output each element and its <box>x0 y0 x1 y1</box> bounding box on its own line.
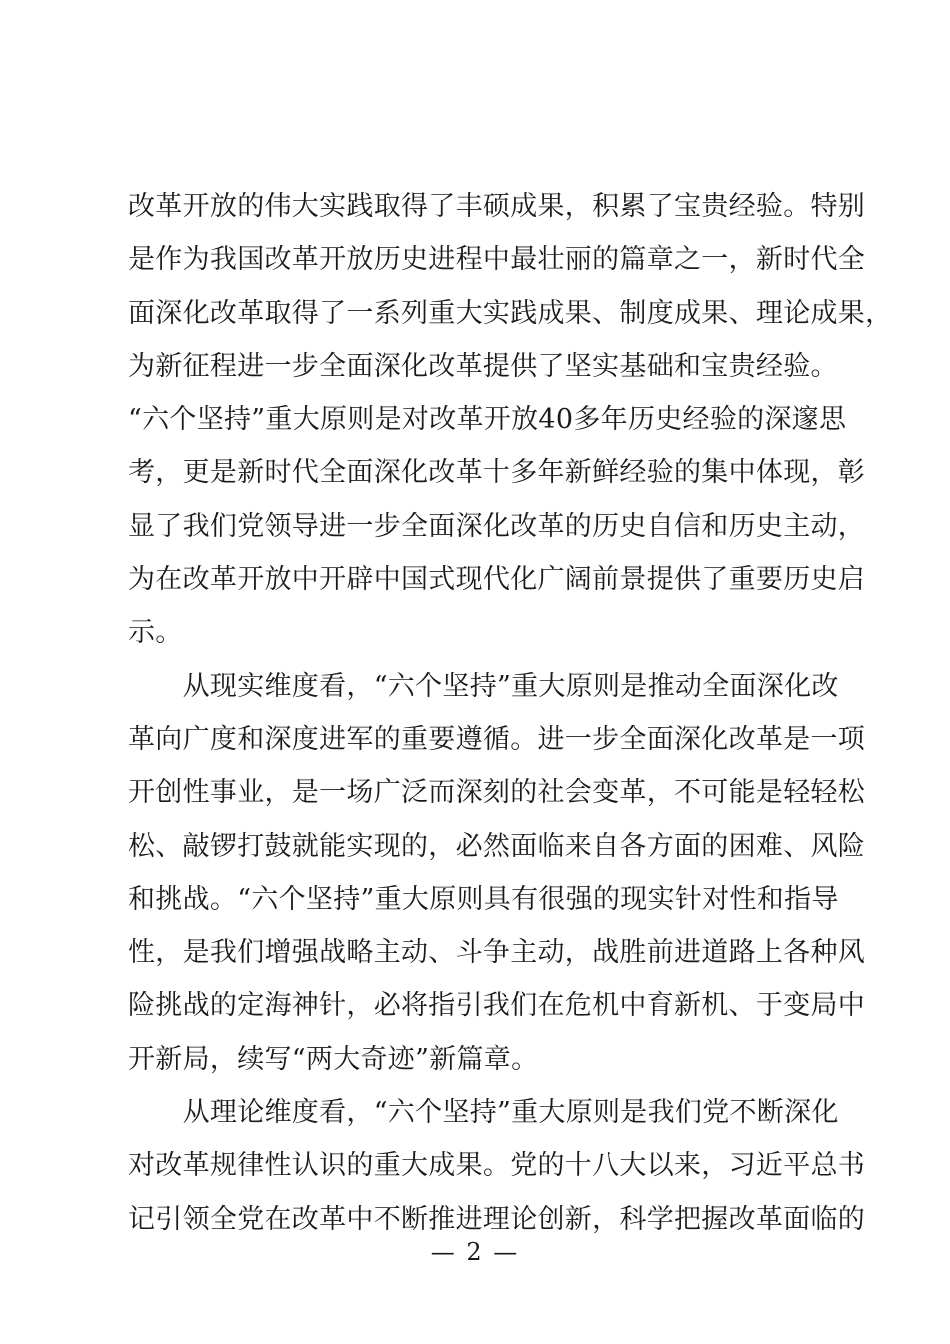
text-line: 显了我们党领导进一步全面深化改革的历史自信和历史主动， <box>128 510 866 542</box>
text-line: 开新局，续写“两大奇迹”新篇章。 <box>128 1043 539 1075</box>
text-line: 从理论维度看，“六个坚持”重大原则是我们党不断深化 <box>128 1097 839 1129</box>
body-text <box>128 180 893 1246</box>
text-line: 险挑战的定海神针，必将指引我们在危机中育新机、于变局中 <box>128 990 866 1022</box>
text-line: 面深化改革取得了一系列重大实践成果、制度成果、理论成果， <box>128 297 893 329</box>
page-number: — 2 — <box>430 1238 520 1266</box>
text-line: 改革开放的伟大实践取得了丰硕成果，积累了宝贵经验。特别 <box>128 191 866 222</box>
text-line: 为在改革开放中开辟中国式现代化广阔前景提供了重要历史启 <box>128 564 866 596</box>
text-line: “六个坚持”重大原则是对改革开放40多年历史经验的深邃思 <box>128 404 847 436</box>
text-line: 示。 <box>128 617 183 649</box>
text-line: 考，更是新时代全面深化改革十多年新鲜经验的集中体现，彰 <box>128 457 866 489</box>
text-line: 对改革规律性认识的重大成果。党的十八大以来，习近平总书 <box>128 1150 866 1182</box>
text-line: 性，是我们增强战略主动、斗争主动，战胜前进道路上各种风 <box>128 937 866 969</box>
text-line: 记引领全党在改革中不断推进理论创新，科学把握改革面临的 <box>128 1203 866 1235</box>
text-line: 革向广度和深度进军的重要遵循。进一步全面深化改革是一项 <box>128 723 866 755</box>
text-line: 从现实维度看，“六个坚持”重大原则是推动全面深化改 <box>128 670 839 702</box>
text-line: 和挑战。“六个坚持”重大原则具有很强的现实针对性和指导 <box>128 883 839 915</box>
text-line: 是作为我国改革开放历史进程中最壮丽的篇章之一，新时代全 <box>128 244 866 276</box>
text-line: 为新征程进一步全面深化改革提供了坚实基础和宝贵经验。 <box>128 350 838 382</box>
text-line: 松、敲锣打鼓就能实现的，必然面临来自各方面的困难、风险 <box>128 830 866 862</box>
text-line: 开创性事业，是一场广泛而深刻的社会变革，不可能是轻轻松 <box>128 777 866 809</box>
